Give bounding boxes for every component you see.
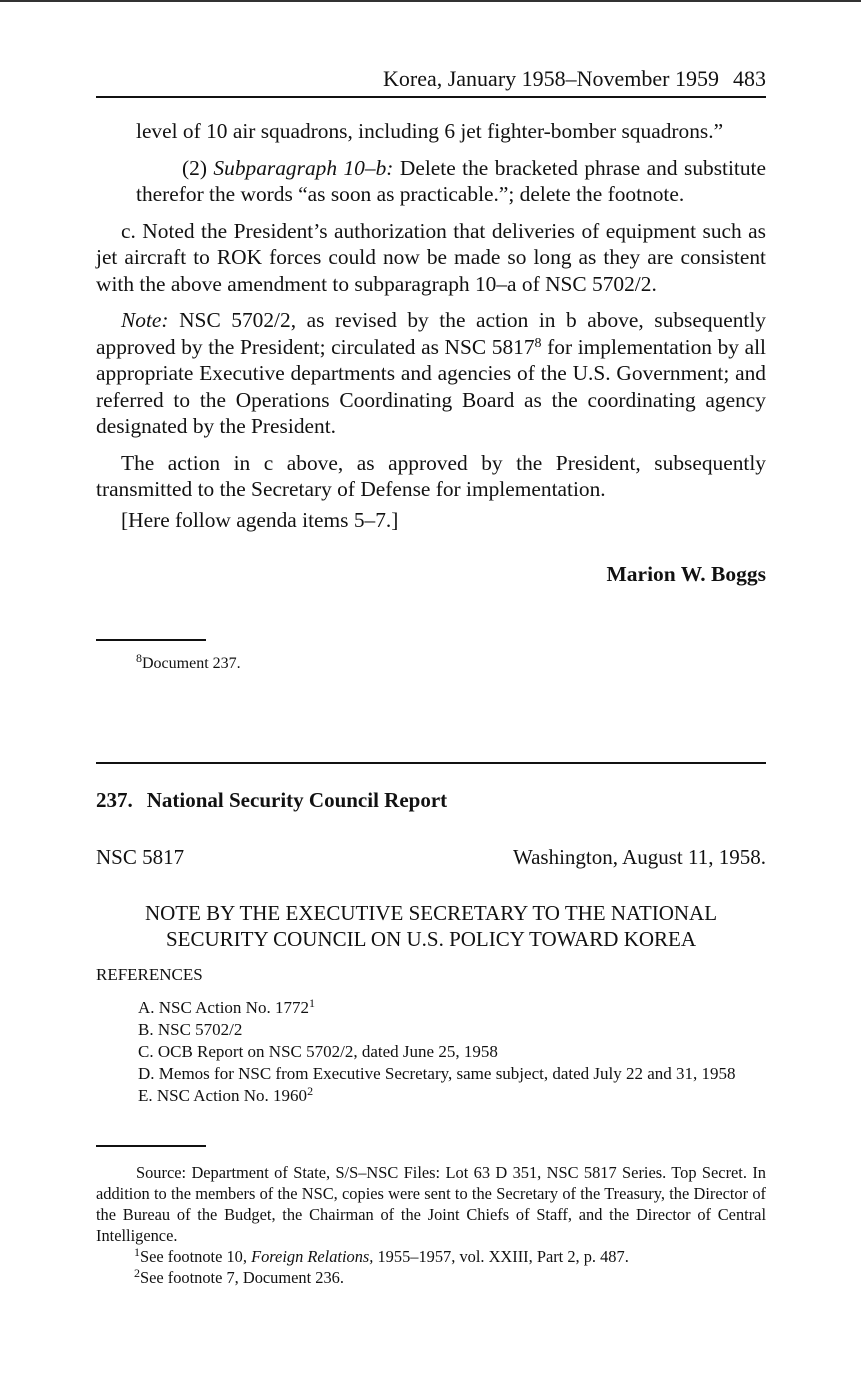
reference-item <box>138 1063 766 1085</box>
note-title <box>96 900 766 952</box>
paragraph-subparagraph-2 <box>96 155 766 208</box>
references-list <box>138 997 766 1107</box>
footnote-ref-1[interactable]: 1 <box>308 996 315 1010</box>
note-text-b: for implementation by all appropriate Executive departments and agencies of the U.S. Government; and referred to the Operations Coordinating Board as the coordinating agency designated by the President. <box>96 334 766 438</box>
reference-text: A. NSC Action No. 1772 <box>138 998 309 1017</box>
footnote-1-text-a: See footnote 10, <box>140 1247 252 1266</box>
reference-text: C. OCB Report on NSC 5702/2, dated June 25, 1958 <box>138 1042 498 1061</box>
footnote-1 <box>96 1246 766 1267</box>
running-head-title: Korea, January 1958–November 1959 <box>382 66 719 91</box>
paragraph-continuation: level of 10 air squadrons, including 6 jet fighter-bomber squadrons.” <box>136 119 724 143</box>
subparagraph-ref: Subparagraph 10–b: <box>213 155 394 180</box>
paragraph-c: c. Noted the President’s authorization that deliveries of equipment such as jet aircraft to ROK forces could now be made so long as they are consistent with the above amendment to subparagraph 10–a of NSC 5702/2. <box>96 218 766 296</box>
reference-item <box>138 1041 766 1063</box>
running-head <box>96 66 766 92</box>
footnote-8-number: 8 <box>136 651 142 665</box>
page-number: 483 <box>733 66 766 91</box>
paragraph-agenda: [Here follow agenda items 5–7.] <box>121 507 399 532</box>
header-rule <box>96 96 766 98</box>
references-heading: REFERENCES <box>96 965 203 984</box>
reference-text: B. NSC 5702/2 <box>138 1020 243 1039</box>
document-title: National Security Council Report <box>146 788 448 812</box>
reference-item <box>138 997 766 1019</box>
signature: Marion W. Boggs <box>606 562 766 586</box>
place-date: Washington, August 11, 1958. <box>512 845 766 869</box>
page-top-edge <box>0 0 861 2</box>
document-heading <box>96 788 447 813</box>
footnote-1-italic: Foreign Relations, <box>251 1247 374 1266</box>
footnote-rule <box>96 639 206 641</box>
paragraph-note <box>96 307 766 440</box>
footnote-rule <box>96 1145 206 1147</box>
footnote-2-text: See footnote 7, Document 236. <box>140 1268 344 1287</box>
footnote-1-text-b: 1955–1957, vol. XXIII, Part 2, p. 487. <box>373 1247 629 1266</box>
source-note: Source: Department of State, S/S–NSC Files: Lot 63 D 351, NSC 5817 Series. Top Secret. In addition to the members of the NSC, copies were sent to the Secretary of the Treasury, the Director of the Bureau of the Budget, the Chairman of the Joint Chiefs of Staff, and the Director of Central Intelligence. <box>96 1163 766 1245</box>
footnote-8-text: Document 237. <box>142 655 241 672</box>
document-meta <box>96 845 766 870</box>
reference-item <box>138 1085 766 1107</box>
note-label: Note: <box>121 308 169 332</box>
footnote-ref-8[interactable]: 8 <box>534 335 542 351</box>
document-id: NSC 5817 <box>96 845 185 869</box>
note-title-line-2: SECURITY COUNCIL ON U.S. POLICY TOWARD KOREA <box>165 927 697 951</box>
footnotes <box>96 1162 766 1288</box>
footnote-2-number: 2 <box>134 1266 140 1280</box>
paragraph-action: The action in c above, as approved by the President, subsequently transmitted to the Secretary of Defense for implementation. <box>96 450 766 501</box>
subparagraph-text: Delete the bracketed phrase and substitute therefor the words “as soon as practicable.”; delete the footnote. <box>136 155 766 206</box>
reference-text: D. Memos for NSC from Executive Secretary, same subject, dated July 22 and 31, 1958 <box>138 1064 736 1083</box>
document-number: 237. <box>96 788 133 812</box>
reference-item <box>138 1019 766 1041</box>
footnote-1-number: 1 <box>134 1245 140 1259</box>
footnote-8 <box>136 651 241 673</box>
body-text <box>96 118 766 543</box>
note-title-line-1: NOTE BY THE EXECUTIVE SECRETARY TO THE NATIONAL <box>144 901 718 925</box>
footnote-ref-2[interactable]: 2 <box>307 1084 314 1098</box>
footnote-2 <box>96 1267 766 1288</box>
subparagraph-label: (2) <box>182 155 214 180</box>
reference-text: E. NSC Action No. 1960 <box>138 1086 308 1105</box>
section-rule <box>96 762 766 764</box>
note-text-a: NSC 5702/2, as revised by the action in b above, subsequently approved by the President; circulated as NSC 5817 <box>96 308 766 359</box>
